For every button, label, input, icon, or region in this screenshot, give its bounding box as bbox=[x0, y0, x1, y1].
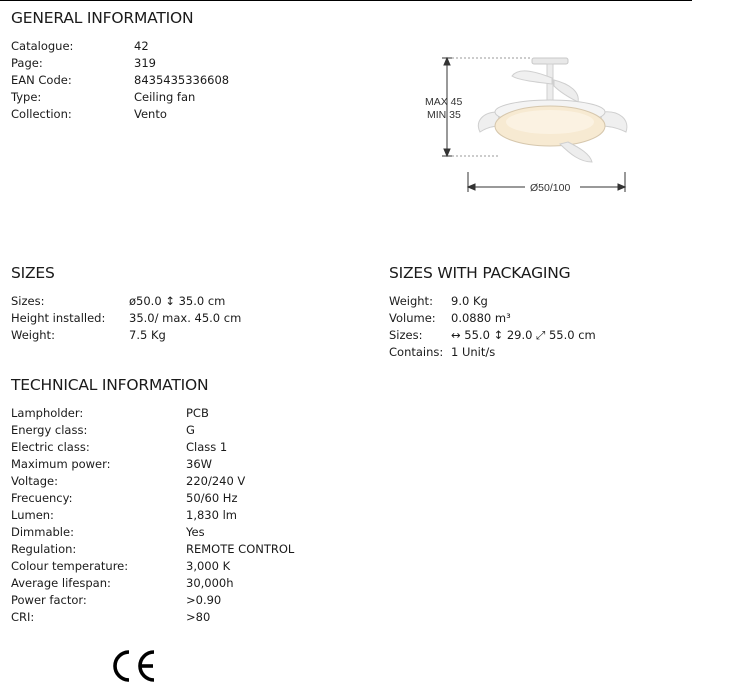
row-value: >0.90 bbox=[186, 593, 222, 607]
packaging-row-volume bbox=[389, 310, 596, 327]
row-label: Energy class: bbox=[11, 423, 88, 437]
diameter-label: Ø50/100 bbox=[530, 182, 571, 194]
packaging-list bbox=[389, 293, 596, 361]
ce-mark-icon bbox=[110, 648, 158, 684]
row-label: CRI: bbox=[11, 610, 35, 624]
tech-row-dimmable bbox=[11, 524, 294, 541]
row-value: ø50.0 ↕ 35.0 cm bbox=[129, 294, 226, 308]
tech-row-regulation bbox=[11, 541, 294, 558]
row-value: 3,000 K bbox=[186, 559, 231, 573]
packaging-heading: SIZES WITH PACKAGING bbox=[389, 264, 571, 282]
tech-row-frequency bbox=[11, 490, 294, 507]
row-value: 1,830 lm bbox=[186, 508, 237, 522]
row-value: 0.0880 m³ bbox=[451, 311, 511, 325]
row-value: 9.0 Kg bbox=[451, 294, 488, 308]
sizes-row-weight bbox=[11, 327, 241, 344]
technical-information-heading: TECHNICAL INFORMATION bbox=[11, 376, 209, 394]
packaging-row-sizes bbox=[389, 327, 596, 344]
row-label: Catalogue: bbox=[11, 39, 74, 53]
technical-information-list bbox=[11, 405, 294, 626]
tech-row-average-lifespan bbox=[11, 575, 294, 592]
row-label: Collection: bbox=[11, 107, 72, 121]
height-label-min: MIN 35 bbox=[427, 109, 461, 121]
tech-row-lumen bbox=[11, 507, 294, 524]
tech-row-voltage bbox=[11, 473, 294, 490]
row-value: Vento bbox=[134, 107, 167, 121]
row-label: Colour temperature: bbox=[11, 559, 129, 573]
row-label: Volume: bbox=[389, 311, 436, 325]
row-value: PCB bbox=[186, 406, 209, 420]
row-label: Dimmable: bbox=[11, 525, 74, 539]
ceiling-fan-illustration bbox=[478, 58, 626, 162]
row-label: Average lifespan: bbox=[11, 576, 111, 590]
row-value: 30,000h bbox=[186, 576, 234, 590]
row-label: Sizes: bbox=[389, 328, 423, 342]
row-label: Voltage: bbox=[11, 474, 59, 488]
row-value: 36W bbox=[186, 457, 213, 471]
row-label: Power factor: bbox=[11, 593, 87, 607]
row-label: Type: bbox=[11, 90, 42, 104]
row-value: Ceiling fan bbox=[134, 90, 196, 104]
row-label: Weight: bbox=[389, 294, 433, 308]
row-label: Lumen: bbox=[11, 508, 54, 522]
tech-row-energy-class bbox=[11, 422, 294, 439]
general-row-page bbox=[11, 55, 229, 72]
sizes-row-sizes bbox=[11, 293, 241, 310]
row-label: Electric class: bbox=[11, 440, 90, 454]
row-value: >80 bbox=[186, 610, 211, 624]
row-label: Height installed: bbox=[11, 311, 106, 325]
tech-row-lampholder bbox=[11, 405, 294, 422]
general-row-ean bbox=[11, 72, 229, 89]
sizes-row-height-installed bbox=[11, 310, 241, 327]
tech-row-electric-class bbox=[11, 439, 294, 456]
general-information-heading: GENERAL INFORMATION bbox=[11, 9, 194, 27]
top-rule bbox=[0, 0, 692, 1]
tech-row-colour-temperature bbox=[11, 558, 294, 575]
general-row-catalogue bbox=[11, 38, 229, 55]
row-label: Sizes: bbox=[11, 294, 45, 308]
tech-row-maximum-power bbox=[11, 456, 294, 473]
tech-row-cri bbox=[11, 609, 294, 626]
height-label-max: MAX 45 bbox=[425, 96, 463, 108]
packaging-row-contains bbox=[389, 344, 596, 361]
row-label: Lampholder: bbox=[11, 406, 84, 420]
row-value: REMOTE CONTROL bbox=[186, 542, 295, 556]
row-value: 220/240 V bbox=[186, 474, 246, 488]
general-information-list bbox=[11, 38, 229, 123]
row-label: EAN Code: bbox=[11, 73, 72, 87]
packaging-row-weight bbox=[389, 293, 596, 310]
row-value: 1 Unit/s bbox=[451, 345, 496, 359]
row-value: 50/60 Hz bbox=[186, 491, 238, 505]
row-value: 8435435336608 bbox=[134, 73, 230, 87]
row-value: 35.0/ max. 45.0 cm bbox=[129, 311, 242, 325]
row-label: Frecuency: bbox=[11, 491, 73, 505]
sizes-heading: SIZES bbox=[11, 264, 55, 282]
sizes-list bbox=[11, 293, 241, 344]
general-row-type bbox=[11, 89, 229, 106]
row-value: G bbox=[186, 423, 195, 437]
row-label: Weight: bbox=[11, 328, 55, 342]
general-row-collection bbox=[11, 106, 229, 123]
row-value: 319 bbox=[134, 56, 156, 70]
tech-row-power-factor bbox=[11, 592, 294, 609]
row-value: Class 1 bbox=[186, 440, 228, 454]
row-value: ↔ 55.0 ↕ 29.0 ⤢ 55.0 cm bbox=[451, 328, 596, 342]
row-label: Page: bbox=[11, 56, 43, 70]
product-dimension-diagram bbox=[420, 50, 635, 200]
row-value: Yes bbox=[186, 525, 205, 539]
row-value: 7.5 Kg bbox=[129, 328, 166, 342]
row-label: Maximum power: bbox=[11, 457, 111, 471]
row-label: Contains: bbox=[389, 345, 444, 359]
row-label: Regulation: bbox=[11, 542, 77, 556]
row-value: 42 bbox=[134, 39, 149, 53]
